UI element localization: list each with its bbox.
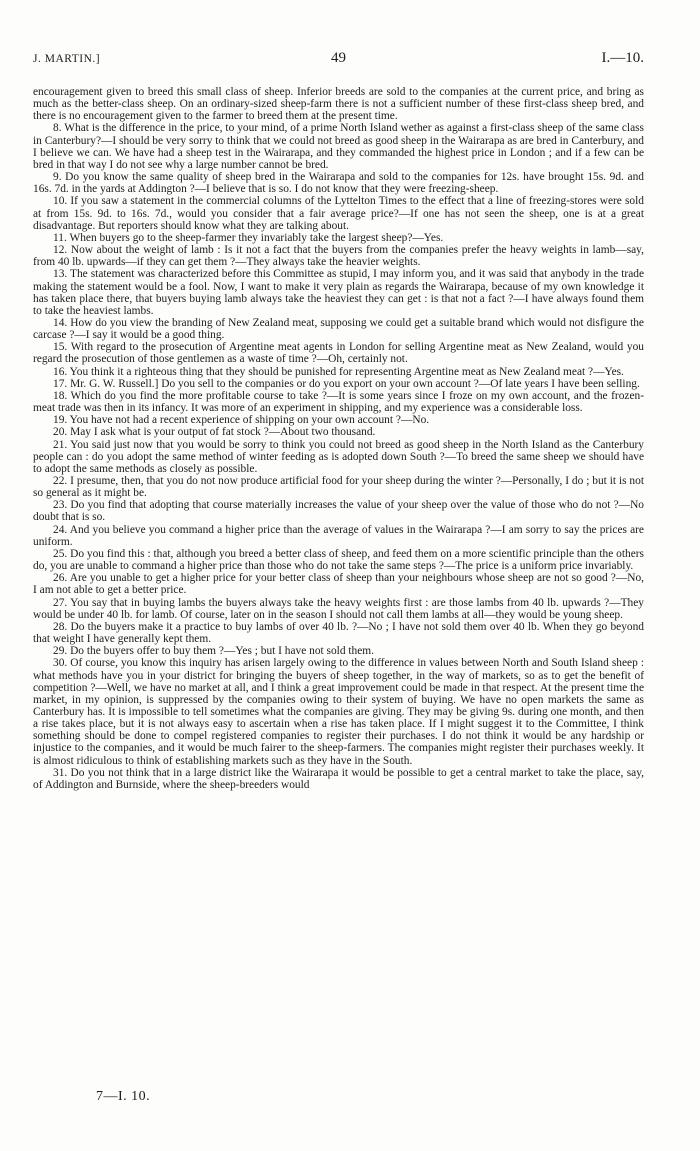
printer-signature: 7—I. 10.: [96, 1089, 151, 1104]
page-number: 49: [331, 50, 346, 66]
paragraph: 10. If you saw a statement in the commercial columns of the Lyttelton Times to the effect that a line of freezing-stores were sold at from 15s. 9d. to 16s. 7d., would you consider that a fair average price?—If one has not seen the sheep, one is at a great disadvantage. But reporters should know what they are talking about.: [33, 195, 644, 232]
witness-name: J. MARTIN.]: [33, 53, 101, 65]
paragraph: 11. When buyers go to the sheep-farmer they invariably take the largest sheep?—Yes.: [53, 231, 444, 244]
paragraph: 31. Do you not think that in a large district like the Wairarapa it would be possible to get a central market to take the place, say, of Addington and Burnside, where the sheep-breeders would: [33, 766, 644, 791]
paragraph: 19. You have not had a recent experience of shipping on your own account ?—No.: [53, 414, 430, 427]
paragraph: 21. You said just now that you would be sorry to think you could not breed as good sheep in the North Island as the Canterbury people can : do you adopt the same method of winter feeding as is adopted down South ?—To breed the same sheep we should have to adopt the same methods as closely as possible.: [33, 438, 644, 475]
paragraph: 27. You say that in buying lambs the buyers always take the heavy weights first : are those lambs from 40 lb. upwards ?—They would be under 40 lb. for lamb. Of course, later on in the season I should not call them lambs at all—they would be young sheep.: [33, 596, 644, 621]
paragraph: 18. Which do you find the more profitable course to take ?—It is some years since I froze on my own account, and the frozen-meat trade was then in its infancy. It was more of an experiment in shipping, and my experience was a considerable loss.: [33, 389, 644, 415]
paragraph: 14. How do you view the branding of New Zealand meat, supposing we could get a suitable brand which would not disfigure the carcase ?—I say it would be a good thing.: [33, 316, 644, 342]
paragraph: encouragement given to breed this small class of sheep. Inferior breeds are sold to the companies at the current price, and bring as much as the better-class sheep. On an ordinary-sized sheep-farm there is not a sufficient number of these first-class sheep bred, and there is no encouragement given to the farmer to breed them at the present time.: [33, 86, 644, 123]
paragraph: 26. Are you unable to get a higher price for your better class of sheep than your neighbours whose sheep are not so good ?—No, I am not able to get a better price.: [33, 572, 644, 597]
document-reference: I.—10.: [601, 50, 644, 66]
paragraph: 8. What is the difference in the price, to your mind, of a prime North Island wether as against a first-class sheep of the same class in Canterbury?—I should be very sorry to think that we could not breed as good sheep in the Wairarapa as are bred in Canterbury, and I believe we can. We have had a sheep test in the Wairarapa, and they commanded the highest price in London ; and if a few can be bred in that way I do not see why a large number cannot be bred.: [33, 122, 644, 171]
body-text: [33, 86, 644, 791]
paragraph: 13. The statement was characterized before this Committee as stupid, I may inform you, and it was said that anybody in the trade making the statement would be a fool. Now, I want to make it very plain as regards the Wairarapa, because of my own knowledge it has taken place there, that buyers buying lamb always take the heaviest they can get : is that not a fact ?—I have always found them to take the heaviest lambs.: [33, 268, 644, 317]
paragraph: 24. And you believe you command a higher price than the average of values in the Wairarapa ?—I am sorry to say the prices are uniform.: [33, 523, 644, 548]
paragraph: 30. Of course, you know this inquiry has arisen largely owing to the difference in values between North and South Island sheep : what methods have you in your district for bringing the buyers of sheep together, in the way of markets, so as to get the benefit of competition ?—Well, we have no market at all, and I think a great improvement could be made in that respect. At the present time the market, in my opinion, is suppressed by the companies owing to their system of buying. We have no open markets the same as Canterbury has. It is impossible to tell sometimes what the companies are giving. They may be giving 9s. during one month, and then a rise takes place, but it is not always easy to ascertain when a rise has taken place. If I might suggest it to the Committee, I think something should be done to compel registered companies to register their purchases. I do not think it would be any hardship or injustice to the companies, and it would be much fairer to the sheep-farmers. The companies might register their purchases weekly. It is almost ridiculous to think of establishing markets such as they have in the South.: [33, 657, 644, 767]
paragraph: 23. Do you find that adopting that course materially increases the value of your sheep over the value of those who do not ?—No doubt that is so.: [33, 499, 644, 524]
paragraph: 20. May I ask what is your output of fat stock ?—About two thousand.: [53, 426, 376, 439]
paragraph: 29. Do the buyers offer to buy them ?—Yes ; but I have not sold them.: [53, 645, 375, 658]
paragraph: 15. With regard to the prosecution of Argentine meat agents in London for selling Argentine meat as New Zealand, would you regard the prosecution of those gentlemen as a waste of time ?—Oh, certainly not.: [33, 341, 644, 366]
paragraph: 17. Mr. G. W. Russell.] Do you sell to the companies or do you export on your own account ?—Of late years I have been selling.: [53, 377, 640, 390]
paragraph: 16. You think it a righteous thing that they should be punished for representing Argentine meat as New Zealand meat ?—Yes.: [53, 365, 624, 378]
paragraph: 28. Do the buyers make it a practice to buy lambs of over 40 lb. ?—No ; I have not sold them over 40 lb. When they go beyond that weight I have generally kept them.: [33, 620, 644, 646]
paragraph: 22. I presume, then, that you do not now produce artificial food for your sheep during the winter ?—Personally, I do ; but it is not so general as it might be.: [33, 475, 644, 500]
paragraph: 12. Now about the weight of lamb : Is it not a fact that the buyers from the companies prefer the heavy weights in lamb—say, from 40 lb. upwards—if they can get them ?—They always take the heavier weights.: [33, 244, 644, 269]
page-header: [33, 50, 644, 72]
paragraph: 9. Do you know the same quality of sheep bred in the Wairarapa and sold to the companies for 12s. have brought 15s. 9d. and 16s. 7d. in the yards at Addington ?—I believe that is so. I do not know that they were freezing-sheep.: [33, 171, 644, 196]
paragraph: 25. Do you find this : that, although you breed a better class of sheep, and feed them on a more scientific principle than the others do, you are unable to command a higher price than those who do not take the same steps ?—The price is a uniform price invariably.: [33, 547, 644, 573]
